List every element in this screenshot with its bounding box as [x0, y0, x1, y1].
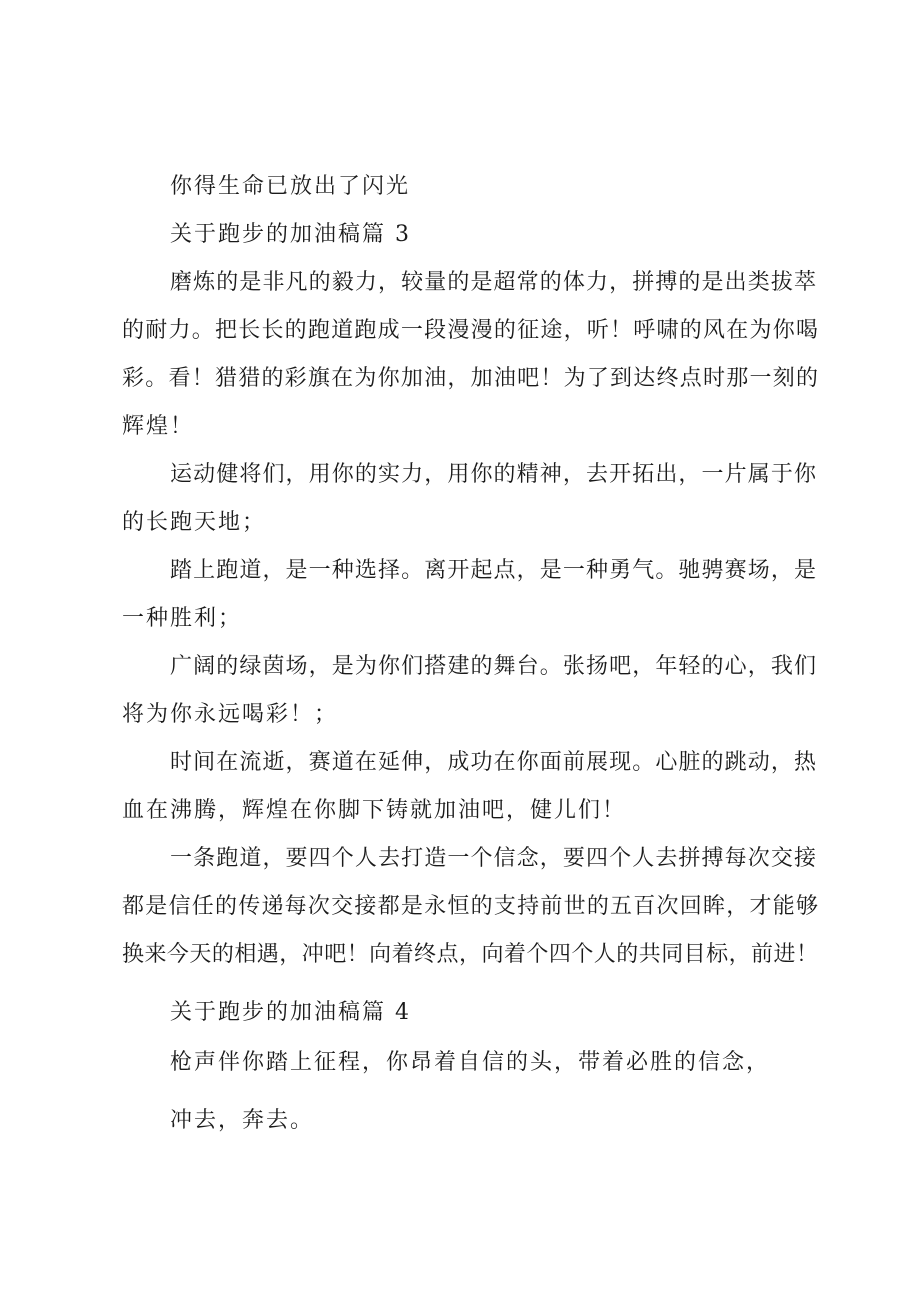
- section-heading: 关于跑步的加油稿篇 3: [170, 222, 411, 247]
- paragraph-line: 时间在流逝，赛道在延伸，成功在你面前展现。心脏的跳动，热: [170, 750, 816, 775]
- paragraph-line: 彩。看！猎猎的彩旗在为你加油，加油吧！为了到达终点时那一刻的: [122, 366, 818, 391]
- paragraph-line: 都是信任的传递每次交接都是永恒的支持前世的五百次回眸，才能够: [122, 894, 818, 919]
- section-heading: 关于跑步的加油稿篇 4: [170, 1000, 411, 1025]
- paragraph-line: 磨炼的是非凡的毅力，较量的是超常的体力，拼搏的是出类拔萃: [170, 270, 816, 295]
- paragraph-line: 的耐力。把长长的跑道跑成一段漫漫的征途，听！呼啸的风在为你喝: [122, 318, 818, 343]
- paragraph-line: 血在沸腾，辉煌在你脚下铸就加油吧，健儿们！: [122, 798, 627, 823]
- paragraph-line: 换来今天的相遇，冲吧！向着终点，向着个四个人的共同目标，前进！: [122, 942, 818, 967]
- paragraph-line: 辉煌！: [122, 414, 195, 439]
- paragraph-line: 冲去，奔去。: [170, 1108, 315, 1133]
- paragraph-line: 广阔的绿茵场，是为你们搭建的舞台。张扬吧，年轻的心，我们: [170, 654, 816, 679]
- paragraph-line: 踏上跑道，是一种选择。离开起点，是一种勇气。驰骋赛场，是: [170, 558, 816, 583]
- paragraph-line: 枪声伴你踏上征程，你昂着自信的头，带着必胜的信念，: [170, 1050, 771, 1075]
- paragraph-line: 的长跑天地；: [122, 510, 267, 535]
- paragraph-line: 一种胜利；: [122, 606, 243, 631]
- text-line: 你得生命已放出了闪光: [170, 174, 411, 199]
- paragraph-line: 将为你永远喝彩！；: [122, 702, 339, 727]
- paragraph-line: 一条跑道，要四个人去打造一个信念，要四个人去拼搏每次交接: [170, 846, 816, 871]
- paragraph-line: 运动健将们，用你的实力，用你的精神，去开拓出，一片属于你: [170, 462, 816, 487]
